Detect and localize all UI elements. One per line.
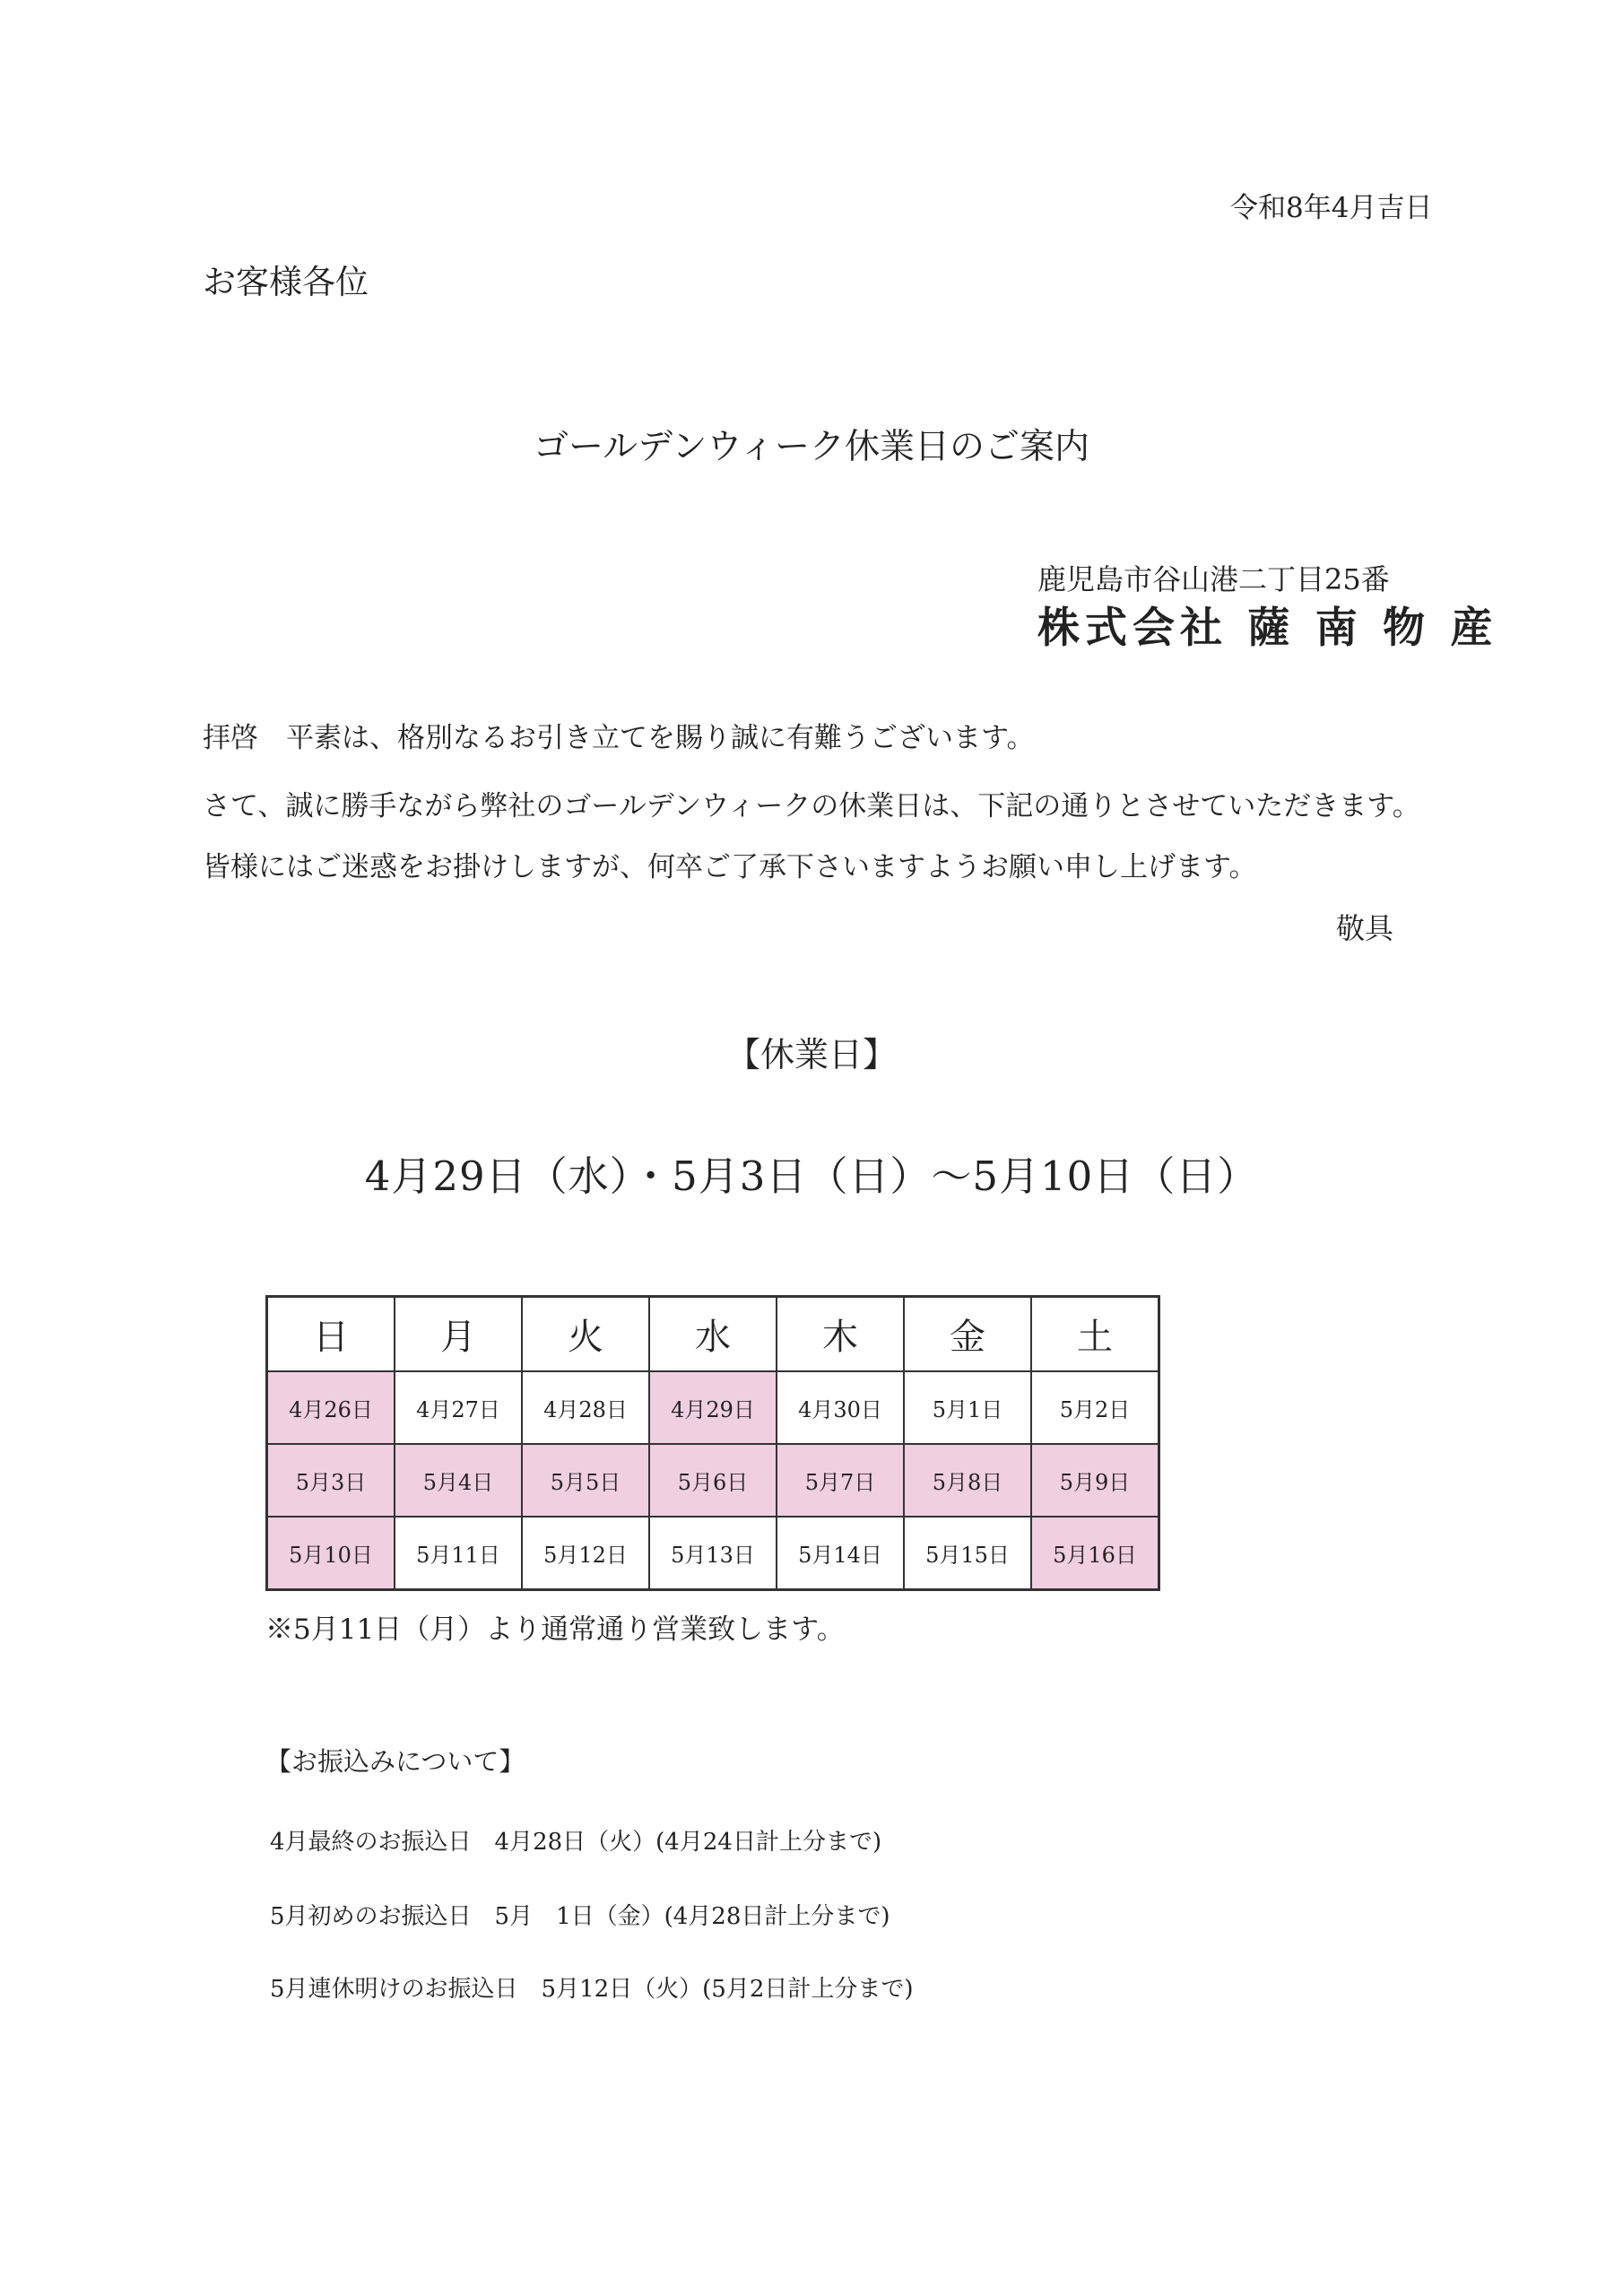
calendar-day-cell: 4月30日 (777, 1371, 904, 1444)
transfer-heading: 【お振込みについて】 (265, 1746, 525, 1777)
weekday-monday: 月 (395, 1297, 522, 1372)
calendar-day-cell: 5月11日 (395, 1517, 522, 1590)
business-resume-note: ※5月11日（月）より通常通り営業致します。 (265, 1613, 845, 1646)
weekday-tuesday: 火 (522, 1297, 649, 1372)
weekday-saturday: 土 (1031, 1297, 1159, 1372)
body-line-greeting: 拝啓 平素は、格別なるお引き立てを賜り誠に有難うございます。 (203, 722, 1035, 754)
calendar-day-cell: 5月10日 (267, 1517, 395, 1590)
holiday-calendar (265, 1295, 1160, 1591)
weekday-thursday: 木 (777, 1297, 904, 1372)
addressee: お客様各位 (203, 263, 369, 301)
calendar-day-cell: 5月6日 (649, 1444, 777, 1517)
body-line-apology: 皆様にはご迷惑をお掛けしますが、何卒ご了承下さいますようお願い申し上げます。 (203, 851, 1257, 883)
transfer-item-april: 4月最終のお振込日 4月28日（火）(4月24日計上分まで) (270, 1829, 882, 1856)
calendar-day-cell: 5月3日 (267, 1444, 395, 1517)
weekday-sunday: 日 (267, 1297, 395, 1372)
calendar-day-cell: 5月9日 (1031, 1444, 1159, 1517)
calendar-day-cell: 4月28日 (522, 1371, 649, 1444)
calendar-day-cell: 4月27日 (395, 1371, 522, 1444)
body-line-announcement: さて、誠に勝手ながら弊社のゴールデンウィークの休業日は、下記の通りとさせていただきます。 (203, 790, 1420, 822)
calendar-day-cell: 5月4日 (395, 1444, 522, 1517)
sender-company: 株式会社 薩 南 物 産 (1037, 604, 1498, 653)
holiday-heading: 【休業日】 (725, 1035, 897, 1074)
calendar-day-cell: 5月12日 (522, 1517, 649, 1590)
calendar-week-row (267, 1444, 1159, 1517)
closing-word: 敬具 (1336, 911, 1394, 945)
calendar-day-cell: 5月1日 (904, 1371, 1031, 1444)
calendar-day-cell: 5月14日 (777, 1517, 904, 1590)
holiday-dates: 4月29日（水）・5月3日（日）～5月10日（日） (364, 1152, 1259, 1200)
calendar-day-cell: 5月16日 (1031, 1517, 1159, 1590)
calendar-day-cell: 5月7日 (777, 1444, 904, 1517)
calendar-day-cell: 5月5日 (522, 1444, 649, 1517)
calendar-day-cell: 5月15日 (904, 1517, 1031, 1590)
sender-address: 鹿児島市谷山港二丁目25番 (1037, 562, 1390, 596)
transfer-item-after-holiday: 5月連休明けのお振込日 5月12日（火）(5月2日計上分まで) (270, 1976, 914, 2003)
calendar-day-cell: 5月2日 (1031, 1371, 1159, 1444)
calendar-weekday-row (267, 1297, 1159, 1372)
weekday-wednesday: 水 (649, 1297, 777, 1372)
calendar-week-row (267, 1371, 1159, 1444)
calendar-week-row (267, 1517, 1159, 1590)
weekday-friday: 金 (904, 1297, 1031, 1372)
calendar-day-cell: 5月8日 (904, 1444, 1031, 1517)
calendar-day-cell: 5月13日 (649, 1517, 777, 1590)
document-title: ゴールデンウィーク休業日のご案内 (533, 427, 1090, 467)
calendar-day-cell: 4月29日 (649, 1371, 777, 1444)
calendar-day-cell: 4月26日 (267, 1371, 395, 1444)
document-date: 令和8年4月吉日 (1230, 192, 1433, 224)
transfer-item-early-may: 5月初めのお振込日 5月 1日（金）(4月28日計上分まで) (270, 1903, 890, 1930)
